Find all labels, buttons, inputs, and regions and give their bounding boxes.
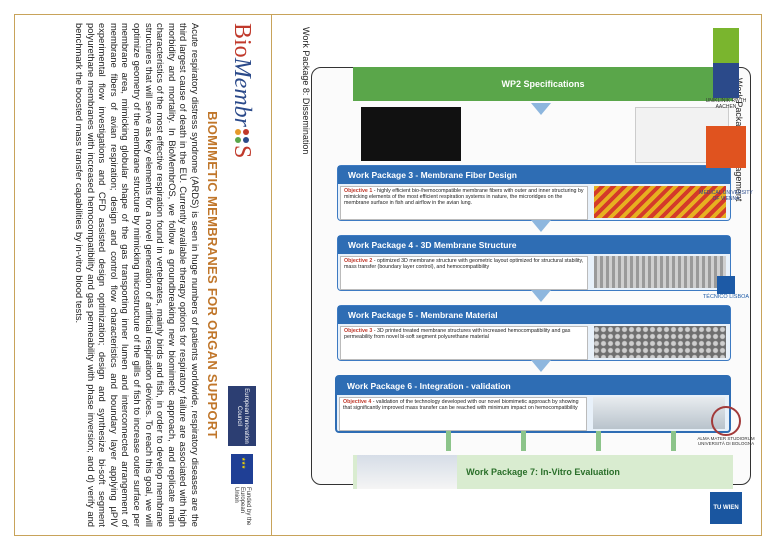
partner-logos bbox=[690, 14, 762, 536]
work-package-diagram bbox=[273, 15, 761, 535]
objective-3-label: Objective 3 bbox=[344, 328, 373, 334]
column-divider bbox=[271, 14, 272, 536]
logo-dots-icon bbox=[234, 128, 250, 144]
biomembros-logo bbox=[229, 23, 256, 158]
wp4-header bbox=[338, 236, 730, 254]
rwth-aachen-logo bbox=[696, 28, 756, 108]
wp5-column bbox=[337, 305, 731, 361]
eic-logo: European Innovation Council bbox=[228, 386, 256, 446]
rwth-aachen-label: UNIKLINIK RWTH AACHEN bbox=[705, 98, 747, 110]
wp7-label: Work Package 7: In-Vitro Evaluation bbox=[466, 467, 620, 477]
tu-wien-label: TU WIEN bbox=[710, 492, 742, 524]
objective-4-box bbox=[339, 397, 587, 431]
flow-arrow-icon bbox=[531, 290, 551, 302]
flow-arrow-icon bbox=[531, 220, 551, 232]
wp3-column bbox=[337, 165, 731, 221]
tu-wien-logo bbox=[696, 492, 756, 524]
wp8-label: Work Package 8: Dissemination bbox=[301, 27, 311, 155]
objective-1-body: - highly efficient bio-/hemocompatible membrane fibers with outer and inner structuring by mimicking elements of the most efficient respiration systems in nature, the microridges on the membrane surface in fish and airflow in the avian lung. bbox=[344, 188, 584, 207]
wp3-title: Work Package 3 - Membrane Fiber Design bbox=[348, 170, 517, 180]
wp4-column bbox=[337, 235, 731, 291]
bologna-label: ALMA MATER STUDIORUM UNIVERSITÀ DI BOLOGNA bbox=[697, 436, 755, 446]
double-arrow-icon bbox=[446, 431, 451, 451]
bird-lung-image bbox=[361, 107, 461, 161]
wp6-header bbox=[337, 377, 729, 395]
objective-1-label: Objective 1 bbox=[344, 188, 373, 194]
objective-4-text bbox=[340, 398, 586, 430]
meduni-vienna-label: MEDICAL UNIVERSITY OF VIENNA bbox=[699, 190, 753, 202]
logo-text-bio: Bio bbox=[229, 23, 256, 58]
objective-3-text bbox=[341, 327, 587, 359]
wp5-header bbox=[338, 306, 730, 324]
eu-label: Funded by the European Union bbox=[233, 487, 251, 526]
flow-arrow-icon bbox=[531, 103, 551, 115]
objective-2-box bbox=[340, 256, 588, 290]
tecnico-lisboa-label: TÉCNICO LISBOA bbox=[702, 294, 750, 300]
wp2-label: WP2 Specifications bbox=[501, 79, 585, 89]
wp5-title: Work Package 5 - Membrane Material bbox=[348, 310, 498, 320]
eu-flag-icon bbox=[231, 454, 253, 484]
objective-1-text bbox=[341, 187, 587, 219]
logo-text-s: S bbox=[229, 145, 256, 159]
syringe-image bbox=[357, 455, 457, 489]
logo-text-membr: Membr bbox=[229, 57, 256, 128]
objective-2-body: - optimized 3D membrane structure with geometric layout optimized for structural stability, mass transfer (boundary layer control), and hemocompatibility bbox=[344, 258, 584, 271]
tecnico-lisboa-logo bbox=[696, 276, 756, 300]
wp2-specifications-bar bbox=[353, 67, 733, 101]
medical-university-vienna-logo bbox=[696, 190, 756, 202]
objective-3-body: - 3D printed treated membrane structures with increased hemocompatibility and gas permeability from novel bi-soft segment polyurethane material bbox=[344, 328, 571, 341]
double-arrow-icon bbox=[671, 431, 676, 451]
objective-1-box bbox=[340, 186, 588, 220]
bologna-university-logo bbox=[696, 406, 756, 446]
objective-4-body: - validation of the technology developed with our novel biomimetic approach by showing that significantly improved mass transfer can be reached with minimum impact on hemocompatibility bbox=[343, 399, 579, 412]
flow-arrow-icon bbox=[531, 360, 551, 372]
double-arrow-icon bbox=[521, 431, 526, 451]
red-partner-logo bbox=[696, 126, 756, 168]
objective-3-box bbox=[340, 326, 588, 360]
eu-logo bbox=[231, 454, 253, 527]
abstract-text: Acute respiratory distress syndrome (ARDS) is seen in huge numbers of patients worldwide, respiratory diseases are the third largest cause of death in the EU. Currently available therapy options for respiratory failure are associated with high morbidity and mortality. In BioMembrOS, we follow a groundbreaking new biomimetic approach, and replicate main characteristics of the most effective respiration found in vertebrates, mainly birds and fish, in order to develop membrane structures that will serve as key elements for a novel generation of artificial respiration devices. To reach this goal, we will optimize geometry of the membrane structure by mimicking microstructure of the gills of fish to increase outer surface per membrane area, mimicking globular shape of the gas transporting inner lumen and interconnected arrangement of membrane fibers of avian respiration; design and control flow characteristics and boundary layer applying µPIV experimental flow investigations and CFD assisted design optimization; design and synthesize bi-soft segment polyurethane membranes with increased hemocompatibility and gas permeability with phase inversion; and d) verify and benchmark the boosted mass transfer capabilities by in-vitro blood tests. bbox=[74, 23, 201, 527]
abstract-panel bbox=[18, 17, 266, 533]
wp6-title: Work Package 6 - Integration - validation bbox=[347, 381, 511, 391]
funder-logos bbox=[228, 386, 256, 527]
wp4-title: Work Package 4 - 3D Membrane Structure bbox=[348, 240, 517, 250]
wp3-header bbox=[338, 166, 730, 184]
page-title: BIOMIMETIC MEMBRANES FOR ORGAN SUPPORT bbox=[205, 111, 220, 439]
double-arrow-icon bbox=[596, 431, 601, 451]
objective-4-label: Objective 4 bbox=[343, 399, 372, 405]
wp6-column bbox=[335, 375, 731, 433]
objective-2-text bbox=[341, 257, 587, 289]
abstract-header bbox=[222, 23, 262, 527]
objective-2-label: Objective 2 bbox=[344, 258, 373, 264]
